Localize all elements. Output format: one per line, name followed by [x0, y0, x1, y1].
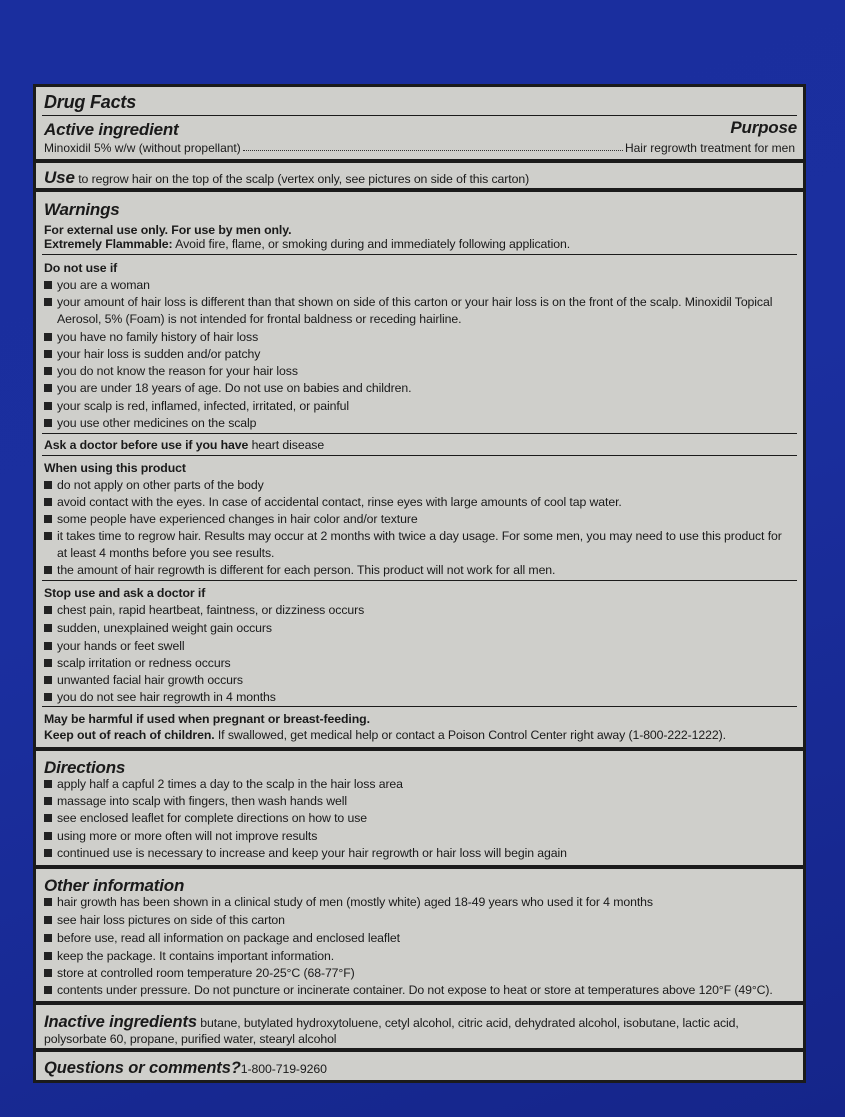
bullet-icon: [44, 515, 52, 523]
bullet-icon: [44, 367, 52, 375]
list-item: you use other medicines on the scalp: [44, 416, 795, 431]
list-item: contents under pressure. Do not puncture or incinerate container. Do not expose to heat or store at temperatures above 120°F (49°C).: [44, 983, 795, 998]
active-ingredient-name: Minoxidil 5% w/w (without propellant): [44, 141, 241, 155]
list-item: see enclosed leaflet for complete directions on how to use: [44, 811, 795, 826]
bullet-icon: [44, 849, 52, 857]
bullet-icon: [44, 498, 52, 506]
bullet-icon: [44, 814, 52, 822]
list-item: scalp irritation or redness occurs: [44, 656, 795, 671]
bullet-icon: [44, 916, 52, 924]
divider: [42, 706, 797, 707]
divider: [36, 1048, 803, 1052]
bullet-icon: [44, 566, 52, 574]
directions-heading: Directions: [44, 758, 126, 777]
inactive-heading: Inactive ingredients: [44, 1013, 197, 1031]
divider: [36, 747, 803, 751]
list-item: some people have experienced changes in hair color and/or texture: [44, 512, 795, 527]
purpose-text: Hair regrowth treatment for men: [624, 141, 795, 155]
bullet-icon: [44, 606, 52, 614]
external-use-text: For external use only. For use by men only.: [44, 223, 292, 237]
bullet-icon: [44, 419, 52, 427]
inactive-row: [44, 1013, 795, 1032]
children-warning-row: [44, 728, 795, 743]
bullet-icon: [44, 532, 52, 540]
list-item: massage into scalp with fingers, then wash hands well: [44, 794, 795, 809]
bullet-icon: [44, 659, 52, 667]
list-item: your hands or feet swell: [44, 639, 795, 654]
ask-doctor-row: [44, 438, 795, 453]
list-item-continued: Aerosol, 5% (Foam) is not intended for frontal baldness or receding hairline.: [57, 312, 462, 326]
list-item: it takes time to regrow hair. Results may occur at 2 months with twice a day usage. For some men, you may need to use this product for: [44, 529, 795, 544]
flammable-text: Avoid fire, flame, or smoking during and immediately following application.: [172, 237, 571, 251]
bullet-icon: [44, 402, 52, 410]
list-item-continued: at least 4 months before you see results.: [57, 546, 275, 560]
use-text: to regrow hair on the top of the scalp (vertex only, see pictures on side of this carton): [74, 172, 530, 186]
do-not-use-heading: Do not use if: [44, 261, 118, 275]
bullet-icon: [44, 350, 52, 358]
list-item: keep the package. It contains important information.: [44, 949, 795, 964]
list-item: you are under 18 years of age. Do not use on babies and children.: [44, 381, 795, 396]
questions-heading: Questions or comments?: [44, 1059, 241, 1077]
list-item: sudden, unexplained weight gain occurs: [44, 621, 795, 636]
list-item: chest pain, rapid heartbeat, faintness, or dizziness occurs: [44, 603, 795, 618]
bullet-icon: [44, 693, 52, 701]
bullet-icon: [44, 832, 52, 840]
ask-doctor-label: Ask a doctor before use if you have: [44, 438, 249, 452]
bullet-icon: [44, 898, 52, 906]
bullet-icon: [44, 642, 52, 650]
drug-facts-panel: [33, 84, 806, 1083]
divider: [36, 159, 803, 163]
bullet-icon: [44, 780, 52, 788]
list-item: do not apply on other parts of the body: [44, 478, 795, 493]
list-item: avoid contact with the eyes. In case of accidental contact, rinse eyes with large amounts of cool tap water.: [44, 495, 795, 510]
purpose-heading: Purpose: [730, 118, 797, 137]
bullet-icon: [44, 481, 52, 489]
list-item: your scalp is red, inflamed, infected, irritated, or painful: [44, 399, 795, 414]
list-item: apply half a capful 2 times a day to the scalp in the hair loss area: [44, 777, 795, 792]
other-info-heading: Other information: [44, 876, 185, 895]
list-item: you do not know the reason for your hair loss: [44, 364, 795, 379]
warnings-heading: Warnings: [44, 200, 120, 219]
list-item: your hair loss is sudden and/or patchy: [44, 347, 795, 362]
questions-row: [44, 1059, 795, 1078]
bullet-icon: [44, 676, 52, 684]
list-item: hair growth has been shown in a clinical study of men (mostly white) aged 18-49 years who used it for 4 months: [44, 895, 795, 910]
pregnancy-warning: May be harmful if used when pregnant or breast-feeding.: [44, 712, 370, 726]
use-row: [44, 170, 795, 187]
inactive-text: butane, butylated hydroxytoluene, cetyl alcohol, citric acid, dehydrated alcohol, isobutane, lactic acid,: [196, 1016, 739, 1030]
bullet-icon: [44, 281, 52, 289]
list-item: you have no family history of hair loss: [44, 330, 795, 345]
children-text: If swallowed, get medical help or contact a Poison Control Center right away (1-800-222-1222).: [214, 728, 726, 742]
list-item: see hair loss pictures on side of this carton: [44, 913, 795, 928]
list-item: before use, read all information on package and enclosed leaflet: [44, 931, 795, 946]
inactive-text-continued: polysorbate 60, propane, purified water, stearyl alcohol: [44, 1032, 337, 1046]
bullet-icon: [44, 333, 52, 341]
drug-facts-title: Drug Facts: [44, 92, 137, 112]
list-item: your amount of hair loss is different than that shown on side of this carton or your hair loss is on the front of the scalp. Minoxidil Topical: [44, 295, 795, 310]
bullet-icon: [44, 969, 52, 977]
list-item: you are a woman: [44, 278, 795, 293]
bullet-icon: [44, 952, 52, 960]
divider: [42, 433, 797, 434]
when-using-heading: When using this product: [44, 461, 186, 475]
questions-phone: 1-800-719-9260: [240, 1062, 327, 1076]
bullet-icon: [44, 934, 52, 942]
flammable-label: Extremely Flammable:: [44, 237, 173, 251]
bullet-icon: [44, 797, 52, 805]
ask-doctor-text: heart disease: [248, 438, 325, 452]
list-item: unwanted facial hair growth occurs: [44, 673, 795, 688]
list-item: the amount of hair regrowth is different for each person. This product will not work for all men.: [44, 563, 795, 578]
use-heading: Use: [44, 168, 75, 187]
stop-use-heading: Stop use and ask a doctor if: [44, 586, 206, 600]
divider: [36, 1001, 803, 1005]
list-item: continued use is necessary to increase and keep your hair regrowth or hair loss will begin again: [44, 846, 795, 861]
active-ingredient-heading: Active ingredient: [44, 120, 179, 139]
bullet-icon: [44, 624, 52, 632]
divider: [36, 865, 803, 869]
list-item: store at controlled room temperature 20-25°C (68-77°F): [44, 966, 795, 981]
divider: [42, 580, 797, 581]
bullet-icon: [44, 298, 52, 306]
active-ingredient-row: [44, 141, 795, 155]
bullet-icon: [44, 986, 52, 994]
bullet-icon: [44, 384, 52, 392]
leader-dots: [243, 141, 623, 151]
divider: [42, 254, 797, 255]
divider: [42, 455, 797, 456]
divider: [36, 188, 803, 192]
flammable-row: [44, 237, 795, 252]
list-item: you do not see hair regrowth in 4 months: [44, 690, 795, 705]
children-label: Keep out of reach of children.: [44, 728, 215, 742]
divider: [42, 115, 797, 116]
list-item: using more or more often will not improve results: [44, 829, 795, 844]
